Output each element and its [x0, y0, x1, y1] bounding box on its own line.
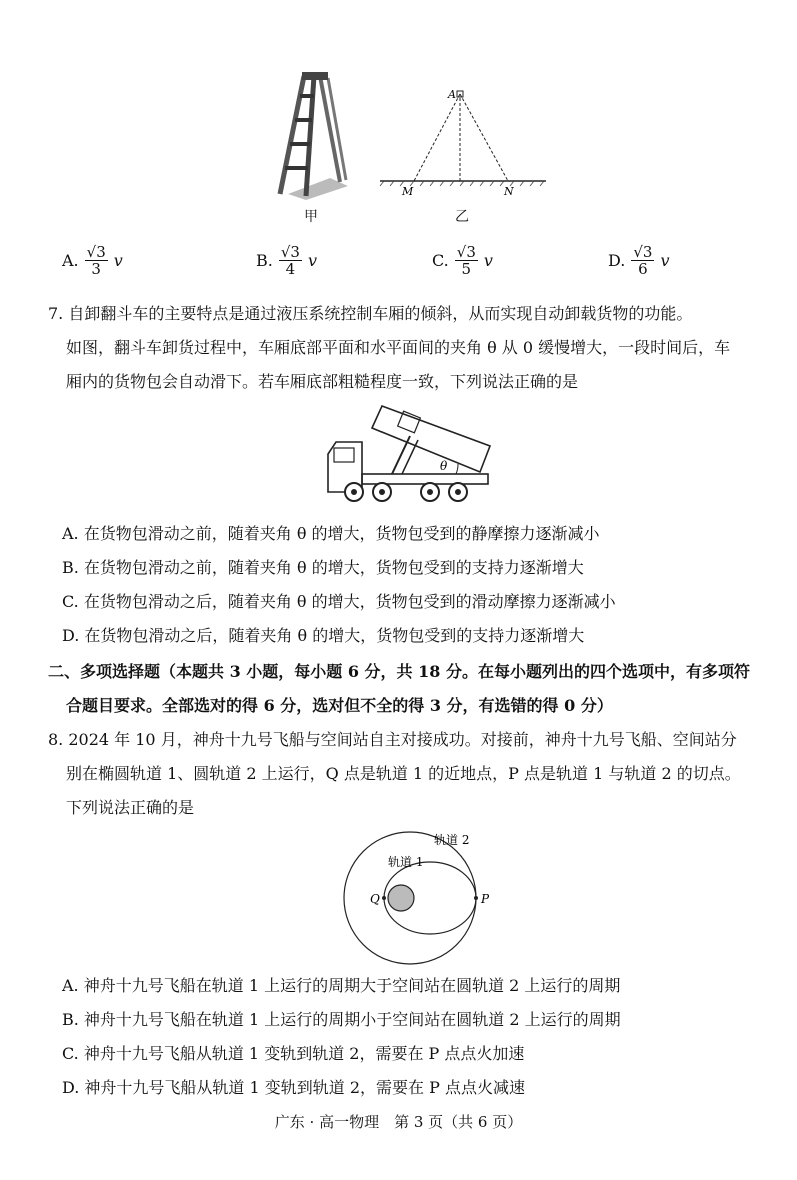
- fraction: [631, 244, 654, 277]
- option-variable: v: [113, 251, 123, 270]
- fraction-numerator: √3: [633, 243, 653, 261]
- option-letter: A.: [62, 251, 79, 270]
- option-variable: v: [660, 251, 670, 270]
- q7-option-d: D. 在货物包滑动之后，随着夹角 θ 的增大，货物包受到的支持力逐渐增大: [62, 626, 585, 645]
- label-M: M: [402, 185, 414, 198]
- option-variable: v: [307, 251, 317, 270]
- label-Q: Q: [370, 892, 380, 906]
- q8-stem-line-1: 8. 2024 年 10 月，神舟十九号飞船与空间站自主对接成功。对接前，神舟十九号飞船、空间站分: [48, 730, 737, 749]
- option-variable: v: [483, 251, 493, 270]
- theta-label: θ: [440, 459, 448, 473]
- q6-option-d: [608, 244, 670, 277]
- dump-truck-figure: [322, 404, 492, 504]
- fraction: [279, 244, 302, 277]
- q8-option-a: A. 神舟十九号飞船在轨道 1 上运行的周期大于空间站在圆轨道 2 上运行的周期: [62, 976, 621, 995]
- section2-header-line-1: 二、多项选择题（本题共 3 小题，每小题 6 分，共 18 分。在每小题列出的四个选项中，有多项符: [48, 662, 750, 681]
- q7-stem-line-2: 如图，翻斗车卸货过程中，车厢底部平面和水平面间的夹角 θ 从 0 缓慢增大，一段时间后，车: [66, 338, 731, 357]
- label-P: P: [481, 892, 490, 906]
- q6-option-a: [62, 244, 123, 277]
- orbit-2-label: 轨道 2: [434, 833, 470, 847]
- q8-option-b: B. 神舟十九号飞船在轨道 1 上运行的周期小于空间站在圆轨道 2 上运行的周期: [62, 1010, 621, 1029]
- section2-header-line-2: 合题目要求。全部选对的得 6 分，选对但不全的得 3 分，有选错的得 0 分）: [66, 696, 613, 715]
- q7-option-c: C. 在货物包滑动之后，随着夹角 θ 的增大，货物包受到的滑动摩擦力逐渐减小: [62, 592, 616, 611]
- label-A: A: [448, 88, 456, 101]
- fraction-denominator: 5: [461, 260, 472, 278]
- fraction-denominator: 6: [638, 260, 648, 278]
- fraction-denominator: 3: [91, 260, 101, 278]
- q6-option-b: [256, 244, 317, 277]
- fraction-denominator: 4: [285, 260, 296, 278]
- q8-option-c: C. 神舟十九号飞船从轨道 1 变轨到轨道 2，需要在 P 点点火加速: [62, 1044, 525, 1063]
- q7-stem-line-1: 7. 自卸翻斗车的主要特点是通过液压系统控制车厢的倾斜，从而实现自动卸载货物的功能。: [48, 304, 693, 323]
- fraction-numerator: √3: [280, 243, 300, 261]
- fraction-numerator: √3: [456, 243, 476, 261]
- q7-stem-line-3: 厢内的货物包会自动滑下。若车厢底部粗糙程度一致，下列说法正确的是: [66, 372, 579, 391]
- fraction: [455, 244, 478, 277]
- figure-caption-jia: 甲: [304, 209, 318, 225]
- q7-option-b: B. 在货物包滑动之前，随着夹角 θ 的增大，货物包受到的支持力逐渐增大: [62, 558, 584, 577]
- fraction: [85, 244, 108, 277]
- fraction-numerator: √3: [86, 243, 106, 261]
- q8-stem-line-2: 别在椭圆轨道 1、圆轨道 2 上运行，Q 点是轨道 1 的近地点，P 点是轨道 1 与轨道 2 的切点。: [66, 764, 741, 783]
- option-letter: D.: [608, 251, 626, 270]
- option-letter: C.: [432, 251, 449, 270]
- label-N: N: [504, 185, 514, 198]
- q6-option-c: [432, 244, 493, 277]
- orbit-diagram: [338, 826, 498, 966]
- q8-option-d: D. 神舟十九号飞船从轨道 1 变轨到轨道 2，需要在 P 点点火减速: [62, 1078, 525, 1097]
- ladder-diagram: [378, 84, 548, 204]
- orbit-1-label: 轨道 1: [388, 855, 424, 869]
- option-letter: B.: [256, 251, 273, 270]
- q8-stem-line-3: 下列说法正确的是: [66, 798, 195, 817]
- page-footer: 广东 · 高一物理 第 3 页（共 6 页）: [274, 1113, 523, 1131]
- ladder-photo: [270, 70, 350, 200]
- q7-option-a: A. 在货物包滑动之前，随着夹角 θ 的增大，货物包受到的静摩擦力逐渐减小: [62, 524, 600, 543]
- figure-caption-yi: 乙: [455, 209, 469, 225]
